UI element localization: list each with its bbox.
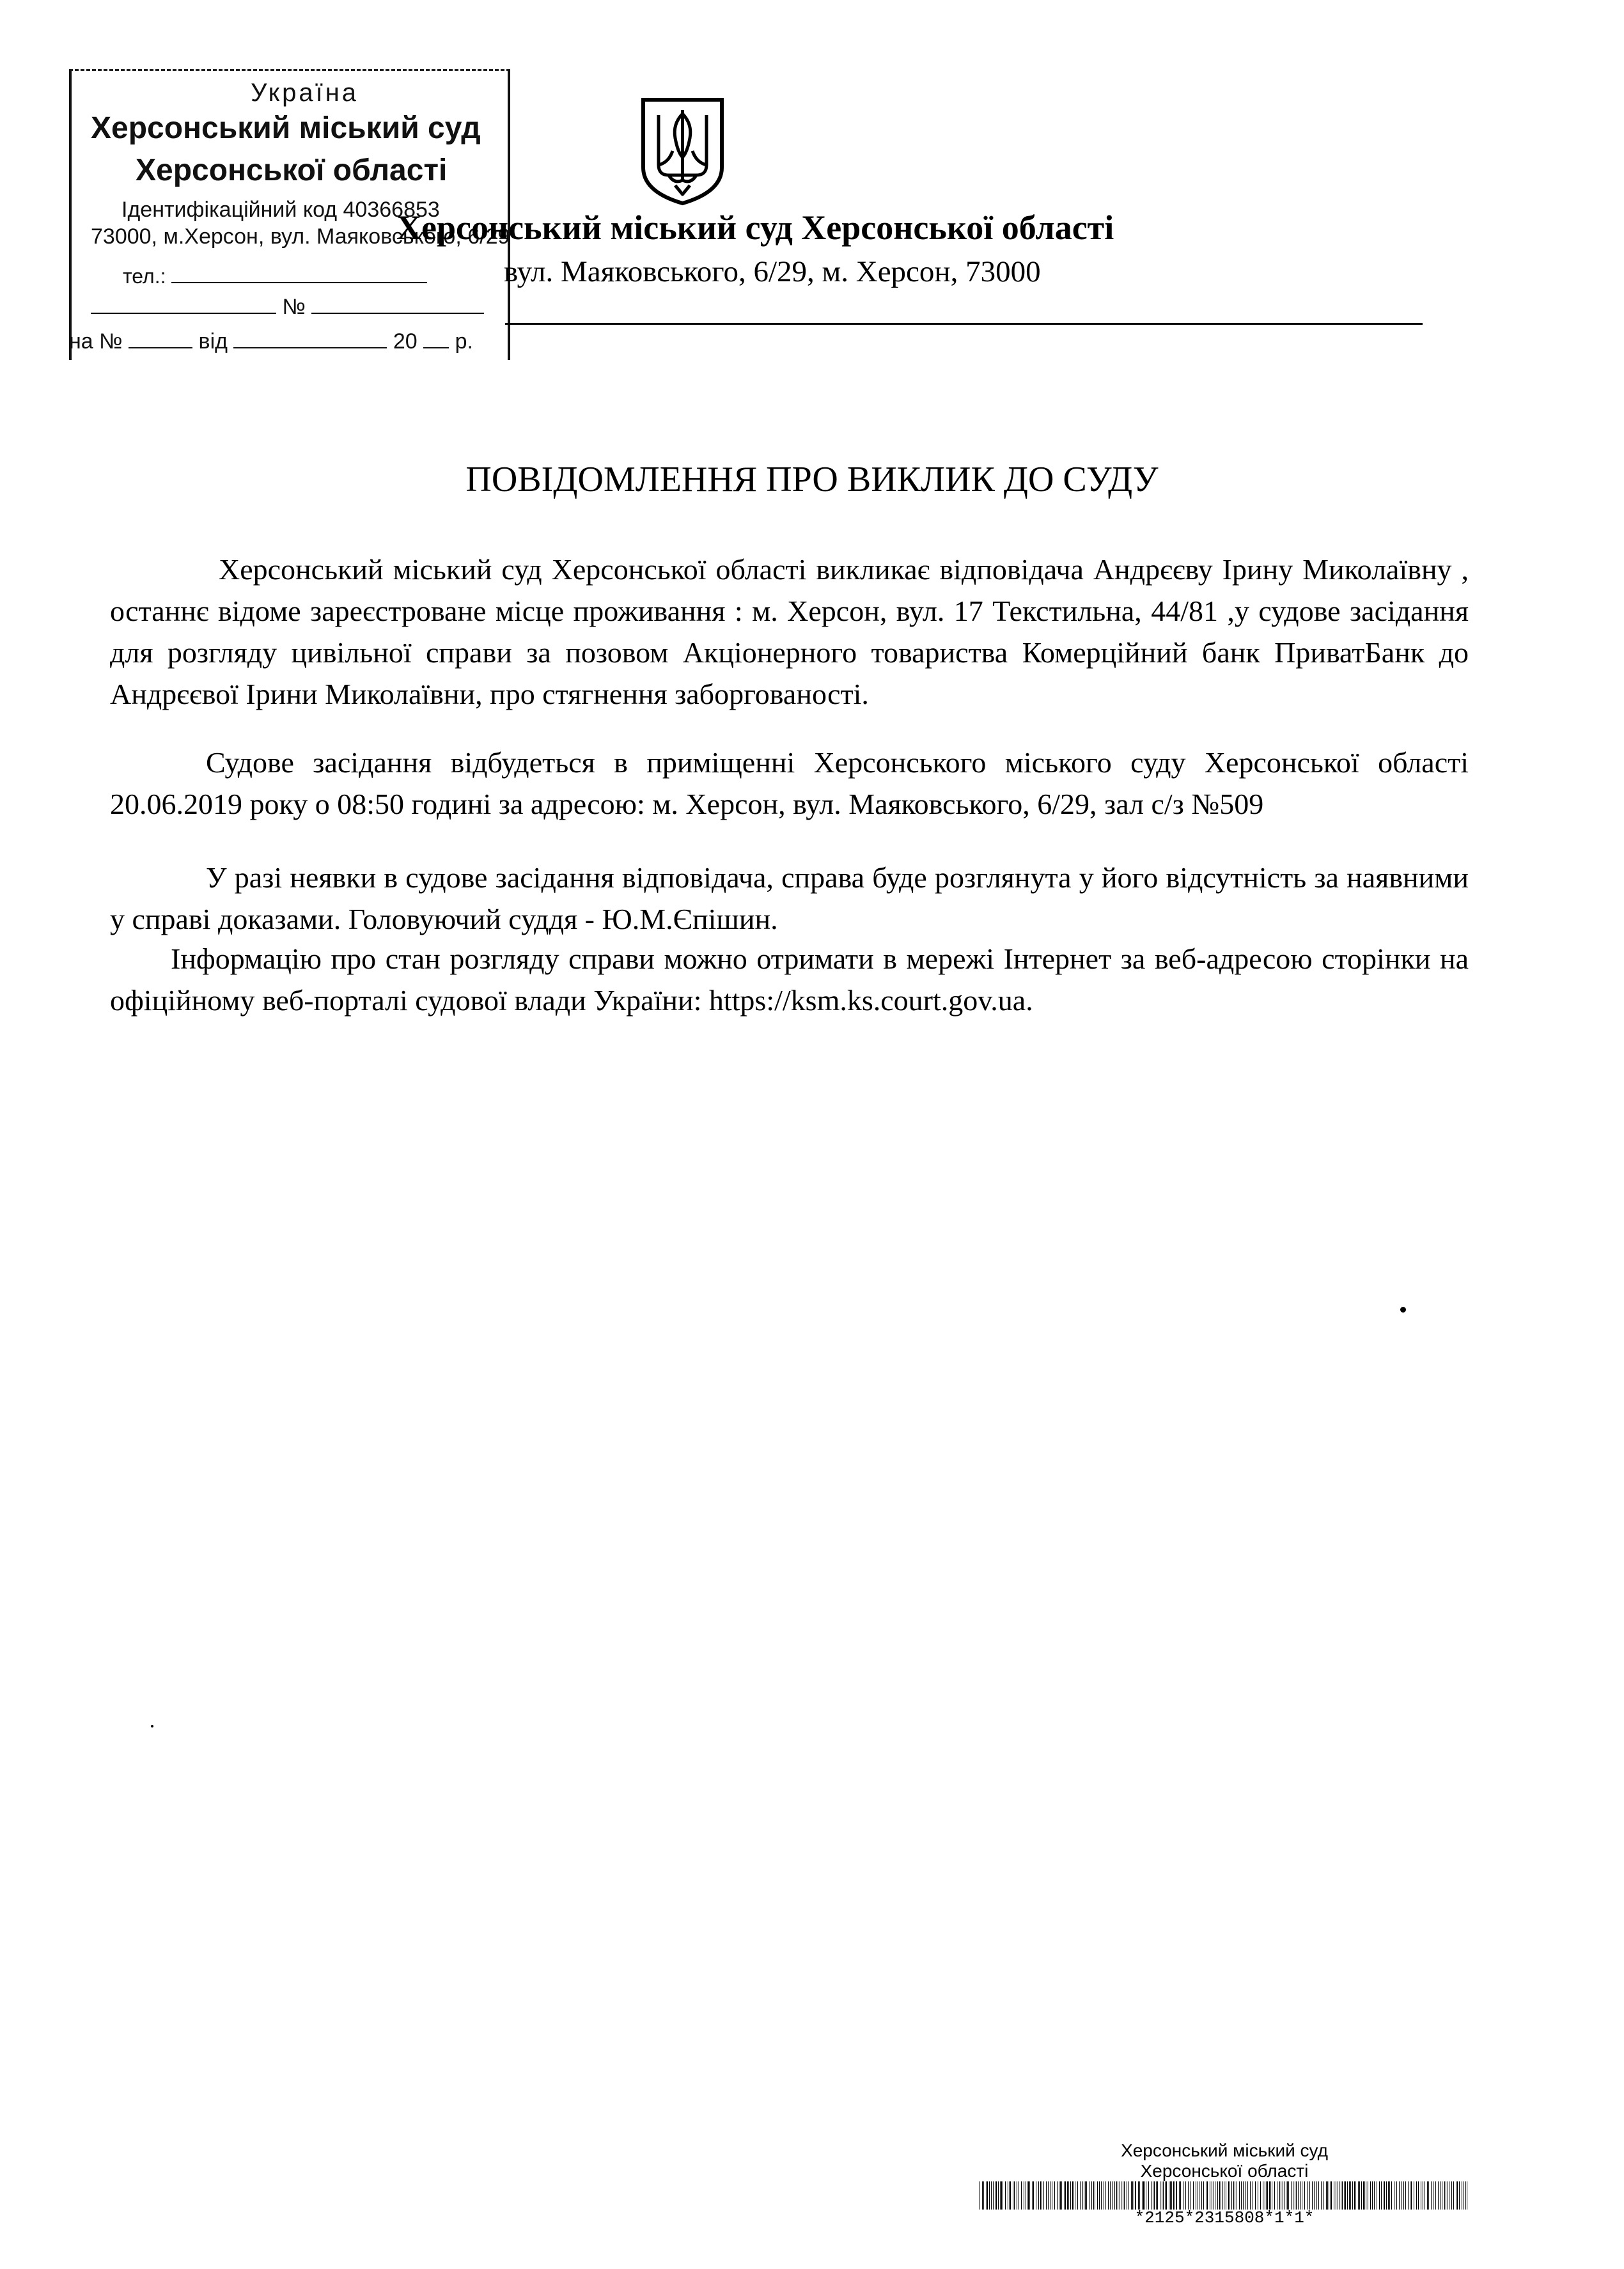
barcode-bar	[1185, 2181, 1186, 2210]
stamp-date-line	[69, 329, 473, 354]
stamp-address: 73000, м.Херсон, вул. Маяковського, 6/29	[91, 224, 510, 249]
barcode-bar	[982, 2181, 983, 2210]
paragraph-1-text: Херсонський міський суд Херсонської області викликає відповідача Андрєєву Ірину Миколаївну , останнє відоме зареєстроване місце проживання : м. Херсон, вул. 17 Текстильна, 44/81 ,у судове засідання для розгляду цивільної справи за позовом Акціонерного товариства Комерційний банк ПриватБанк до Андрєєвої Ірини Миколаївни, про стягнення заборгованості.	[110, 553, 1469, 710]
barcode-bar	[1143, 2181, 1144, 2210]
barcode-bar	[1453, 2181, 1454, 2210]
barcode-bar	[1399, 2181, 1400, 2210]
barcode-bar	[1374, 2181, 1375, 2210]
scan-speck	[1400, 1307, 1406, 1313]
barcode-bar	[1105, 2181, 1106, 2210]
barcode-bar	[1064, 2181, 1065, 2210]
stamp-num-label: №	[282, 295, 306, 319]
barcode-bar	[1033, 2181, 1034, 2210]
barcode-bar	[1180, 2181, 1181, 2210]
barcode-bar	[1370, 2181, 1371, 2210]
stamp-tel-blank	[171, 264, 427, 283]
barcode-bar	[1176, 2181, 1177, 2210]
barcode-bar	[1032, 2181, 1033, 2210]
footer-court-line2: Херсонської області	[1140, 2161, 1309, 2181]
footer-court-line1: Херсонський міський суд	[1121, 2140, 1328, 2160]
stamp-number-line	[91, 295, 484, 320]
barcode-bar	[1139, 2181, 1140, 2210]
barcode-bar	[1048, 2181, 1049, 2210]
paragraph-summons	[110, 549, 1469, 715]
barcode-bar	[1070, 2181, 1071, 2210]
barcode-bar	[1110, 2181, 1111, 2210]
barcode-bar	[1388, 2181, 1389, 2210]
barcode-bar	[1085, 2181, 1086, 2210]
barcode-bar	[1342, 2181, 1343, 2210]
barcode-bar	[1318, 2181, 1319, 2210]
barcode-bar	[1349, 2181, 1350, 2210]
barcode-icon	[978, 2181, 1471, 2210]
barcode-bar	[1132, 2181, 1133, 2210]
barcode-bar	[1021, 2181, 1022, 2210]
barcode-bar	[1287, 2181, 1288, 2210]
stamp-ref-blank	[129, 329, 192, 348]
barcode-bar	[1101, 2181, 1102, 2210]
barcode-bar	[1222, 2181, 1223, 2210]
barcode-bar	[1065, 2181, 1066, 2210]
paragraph-2-text: Судове засідання відбудеться в приміщенні Херсонського міського суду Херсонської області 20.06.2019 року о 08:50 годині за адресою: м. Херсон, вул. Маяковського, 6/29, зал с/з №509	[110, 746, 1469, 820]
barcode-bar	[1091, 2181, 1092, 2210]
barcode-bar	[1128, 2181, 1129, 2210]
barcode-bar	[1279, 2181, 1280, 2210]
barcode-bar	[1326, 2181, 1327, 2210]
barcode-bar	[1260, 2181, 1261, 2210]
barcode-bar	[1451, 2181, 1452, 2210]
stamp-court-line1: Херсонський міський суд	[91, 111, 481, 145]
coat-of-arms-icon	[639, 96, 726, 206]
barcode-bar	[1312, 2181, 1313, 2210]
barcode-bar	[1270, 2181, 1271, 2210]
barcode-bar	[1396, 2181, 1397, 2210]
barcode-bar	[1411, 2181, 1412, 2210]
barcode-bar	[1093, 2181, 1094, 2210]
barcode-bar	[1241, 2181, 1242, 2210]
barcode-bar	[1201, 2181, 1202, 2210]
barcode-bar	[1009, 2181, 1010, 2210]
paragraph-4-text: Інформацію про стан розгляду справи можно отримати в мережі Інтернет за веб-адресою сторінки на офіційному веб-порталі судової влади України: https://ksm.ks.court.gov.ua.	[110, 942, 1469, 1017]
barcode-bar	[1000, 2181, 1001, 2210]
paragraph-hearing	[110, 742, 1469, 825]
barcode-bar	[1114, 2181, 1115, 2210]
barcode-bar	[1028, 2181, 1029, 2210]
barcode-bar	[983, 2181, 984, 2210]
barcode-bar	[1405, 2181, 1406, 2210]
barcode-bar	[1358, 2181, 1359, 2210]
barcode-bar	[1403, 2181, 1404, 2210]
barcode-bar	[1010, 2181, 1011, 2210]
barcode-bar	[1379, 2181, 1380, 2210]
stamp-date-blank	[233, 329, 387, 348]
stamp-num-blank-left	[91, 295, 276, 314]
barcode-bar	[1072, 2181, 1073, 2210]
barcode-bar	[1203, 2181, 1204, 2210]
stamp-tel-label: тел.:	[123, 265, 166, 288]
barcode-bar	[1431, 2181, 1432, 2210]
paragraph-3-text: У разі неявки в судове засідання відповідача, справа буде розглянута у його відсутність за наявними у справі доказами. Головуючий суддя - Ю.М.Єпішин.	[110, 861, 1469, 935]
barcode-bar	[1097, 2181, 1098, 2210]
barcode-bar	[1307, 2181, 1308, 2210]
barcode-bar	[1440, 2181, 1441, 2210]
barcode-bar	[1291, 2181, 1292, 2210]
barcode-bar	[1465, 2181, 1466, 2210]
barcode-bar	[1444, 2181, 1445, 2210]
barcode-bar	[1179, 2181, 1180, 2210]
barcode-bar	[1389, 2181, 1390, 2210]
barcode-bar	[1418, 2181, 1419, 2210]
barcode-bar	[996, 2181, 997, 2210]
barcode-bar	[1082, 2181, 1083, 2210]
barcode-bar	[1298, 2181, 1299, 2210]
barcode-bar	[1435, 2181, 1436, 2210]
barcode-bar	[1352, 2181, 1353, 2210]
barcode-bar	[1067, 2181, 1068, 2210]
barcode-bar	[1170, 2181, 1171, 2210]
barcode-bar	[1151, 2181, 1152, 2210]
barcode-bar	[1157, 2181, 1158, 2210]
barcode-bar	[1327, 2181, 1328, 2210]
court-name-heading: Херсонський міський суд Херсонської області	[396, 208, 1114, 247]
barcode-bar	[1364, 2181, 1365, 2210]
barcode-bar	[1077, 2181, 1078, 2210]
barcode-bar	[1112, 2181, 1113, 2210]
barcode-bar	[1391, 2181, 1392, 2210]
barcode-bar	[1038, 2181, 1039, 2210]
barcode-bar	[1131, 2181, 1132, 2210]
stamp-from-label: від	[198, 329, 228, 354]
stamp-num-blank-right	[311, 295, 484, 314]
barcode-bar	[987, 2181, 988, 2210]
barcode-bar	[1142, 2181, 1143, 2210]
barcode-bar	[998, 2181, 999, 2210]
barcode-bar	[1401, 2181, 1402, 2210]
barcode-number: *2125*2315808*1*1*	[1134, 2208, 1315, 2227]
barcode-bar	[1347, 2181, 1348, 2210]
barcode-bar	[1148, 2181, 1149, 2210]
barcode-bar	[1350, 2181, 1351, 2210]
barcode-bar	[1173, 2181, 1174, 2210]
barcode-bar	[1040, 2181, 1041, 2210]
stamp-year-suffix: р.	[455, 329, 473, 354]
barcode-bar	[1427, 2181, 1428, 2210]
barcode-bar	[1001, 2181, 1002, 2210]
stamp-year-blank	[423, 329, 449, 348]
barcode-bar	[1314, 2181, 1315, 2210]
stamp-id-code: Ідентифікаційний код 40366853	[121, 198, 440, 222]
barcode-bar	[1428, 2181, 1429, 2210]
barcode-bar	[1459, 2181, 1460, 2210]
barcode-bar	[1188, 2181, 1189, 2210]
barcode-bar	[1046, 2181, 1047, 2210]
barcode-bar	[986, 2181, 987, 2210]
paragraph-absence	[110, 857, 1469, 940]
barcode-bar	[1154, 2181, 1155, 2210]
stamp-country: Україна	[251, 79, 359, 107]
barcode-bar	[1116, 2181, 1117, 2210]
barcode-bar	[1219, 2181, 1220, 2210]
barcode-bar	[1255, 2181, 1256, 2210]
barcode-bar	[1228, 2181, 1229, 2210]
barcode-bar	[1269, 2181, 1270, 2210]
barcode-bar	[1359, 2181, 1360, 2210]
barcode-bar	[1381, 2181, 1382, 2210]
barcode-bar	[1231, 2181, 1232, 2210]
barcode-bar	[1344, 2181, 1345, 2210]
barcode-bar	[1057, 2181, 1058, 2210]
barcode-bar	[1060, 2181, 1061, 2210]
stamp-tel-line	[123, 264, 427, 288]
barcode-bar	[1296, 2181, 1297, 2210]
barcode-bar	[1043, 2181, 1044, 2210]
barcode-bar	[1386, 2181, 1387, 2210]
barcode-bar	[1267, 2181, 1268, 2210]
barcode-bar	[1156, 2181, 1157, 2210]
stamp-court-line2: Херсонської області	[136, 153, 448, 187]
barcode-bar	[1363, 2181, 1364, 2210]
barcode-bar	[1284, 2181, 1285, 2210]
barcode-bar	[1361, 2181, 1362, 2210]
barcode-bar	[1247, 2181, 1248, 2210]
barcode-bar	[1457, 2181, 1458, 2210]
barcode-bar	[1239, 2181, 1240, 2210]
barcode-bar	[1309, 2181, 1310, 2210]
barcode-bar	[1266, 2181, 1267, 2210]
barcode-bar	[1080, 2181, 1081, 2210]
barcode-bar	[1316, 2181, 1317, 2210]
header-divider	[505, 323, 1423, 325]
barcode-bar	[1163, 2181, 1164, 2210]
barcode-bar	[1345, 2181, 1346, 2210]
barcode-bar	[1054, 2181, 1055, 2210]
barcode-bar	[1193, 2181, 1194, 2210]
barcode-bar	[1274, 2181, 1275, 2210]
barcode-bar	[1029, 2181, 1030, 2210]
barcode-bar	[1099, 2181, 1100, 2210]
stamp-year-prefix: 20	[393, 329, 418, 354]
barcode-bar	[1384, 2181, 1385, 2210]
barcode-bar	[1233, 2181, 1234, 2210]
barcode-bar	[1323, 2181, 1324, 2210]
barcode-bar	[1330, 2181, 1331, 2210]
barcode-bar	[989, 2181, 990, 2210]
barcode-bar	[1108, 2181, 1109, 2210]
barcode-bar	[1304, 2181, 1305, 2210]
barcode-bar	[1300, 2181, 1301, 2210]
barcode-bar	[1171, 2181, 1172, 2210]
barcode-bar	[1355, 2181, 1356, 2210]
stamp-ref-label: на №	[69, 329, 123, 354]
barcode-bar	[1005, 2181, 1006, 2210]
barcode-bar	[1165, 2181, 1166, 2210]
barcode-bar	[1135, 2181, 1136, 2210]
barcode-bar	[1217, 2181, 1218, 2210]
barcode-bar	[1068, 2181, 1069, 2210]
barcode-bar	[1331, 2181, 1332, 2210]
barcode-bar	[1372, 2181, 1373, 2210]
barcode-bar	[1144, 2181, 1145, 2210]
barcode-bar	[1166, 2181, 1167, 2210]
barcode-bar	[1321, 2181, 1322, 2210]
barcode-bar	[1014, 2181, 1015, 2210]
barcode-bar	[1250, 2181, 1251, 2210]
barcode-bar	[1408, 2181, 1409, 2210]
paragraph-info	[110, 938, 1469, 1021]
barcode-bar	[1138, 2181, 1139, 2210]
scan-speck	[151, 1725, 153, 1727]
barcode-bar	[991, 2181, 992, 2210]
barcode-bar	[1288, 2181, 1289, 2210]
barcode-bar	[993, 2181, 994, 2210]
barcode-bar	[1086, 2181, 1087, 2210]
barcode-bar	[1243, 2181, 1244, 2210]
barcode-bar	[1245, 2181, 1246, 2210]
document-title: ПОВІДОМЛЕННЯ ПРО ВИКЛИК ДО СУДУ	[465, 460, 1159, 499]
barcode-bar	[1207, 2181, 1208, 2210]
barcode-bar	[1354, 2181, 1355, 2210]
barcode-bar	[1061, 2181, 1062, 2210]
barcode-bar	[1124, 2181, 1125, 2210]
barcode-bar	[1438, 2181, 1439, 2210]
barcode-bar	[1416, 2181, 1417, 2210]
court-address: вул. Маяковського, 6/29, м. Херсон, 73000	[504, 255, 1041, 288]
